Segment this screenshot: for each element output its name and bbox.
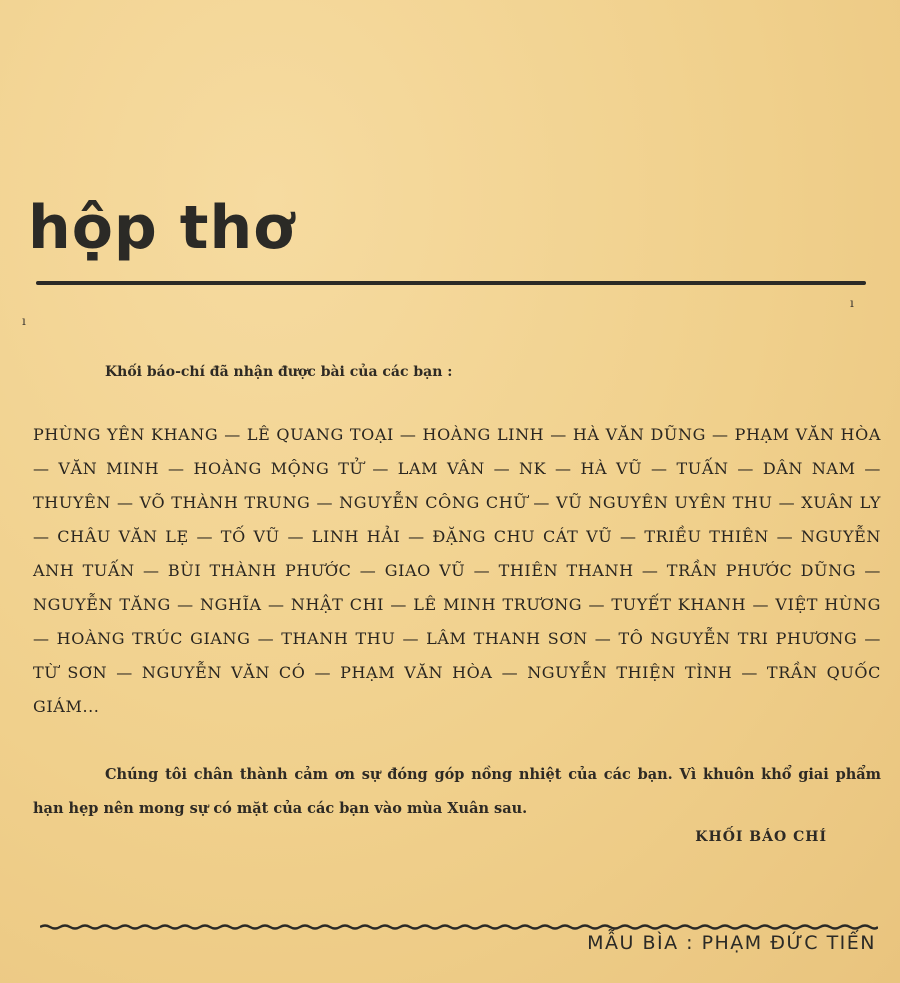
contributor-names: PHÙNG YÊN KHANG — LÊ QUANG TOẠI — HOÀNG LINH — HÀ VĂN DŨNG — PHẠM VĂN HÒA — VĂN MINH — HOÀNG MỘNG TỬ — LAM VÂN — NK — HÀ VŨ — TUẤN — DÂN NAM — THUYÊN — VÕ THÀNH TRUNG — NGUYỄN CÔNG CHỮ — VŨ NGUYÊN UYÊN THU — XUÂN LY — CHÂU VĂN LẸ — TỐ VŨ — LINH HẢI — ĐẶNG CHU CÁT VŨ — TRIỀU THIÊN — NGUYỄN ANH TUẤN — BÙI THÀNH PHƯỚC — GIAO VŨ — THIÊN THANH — TRẦN PHƯỚC DŨNG — NGUYỄN TĂNG — NGHĨA — NHẬT CHI — LÊ MINH TRƯƠNG — TUYẾT KHANH — VIỆT HÙNG — HOÀNG TRÚC GIANG — THANH THU — LÂM THANH SƠN — TÔ NGUYỄN TRI PHƯƠNG — TỪ SƠN — NGUYỄN VĂN CÓ — PHẠM VĂN HÒA — NGUYỄN THIỆN TÌNH — TRẦN QUỐC GIÁM...	[33, 425, 881, 716]
wavy-divider	[40, 924, 878, 930]
thanks-paragraph: Chúng tôi chân thành cảm ơn sự đóng góp nồng nhiệt của các bạn. Vì khuôn khổ giai phẩm hạn hẹp nên mong sự có mặt của các bạn vào mùa Xuân sau.	[33, 766, 881, 817]
title-underline	[36, 281, 866, 285]
margin-mark: ı	[850, 296, 854, 310]
signature: KHỐI BÁO CHÍ	[695, 829, 827, 845]
intro-text: Khối báo-chí đã nhận được bài của các bạn :	[105, 364, 453, 380]
cover-credit: MẪU BÌA : PHẠM ĐỨC TIẾN	[587, 932, 876, 954]
page-title: hộp thơ	[28, 193, 296, 263]
margin-mark: ı	[22, 314, 26, 328]
